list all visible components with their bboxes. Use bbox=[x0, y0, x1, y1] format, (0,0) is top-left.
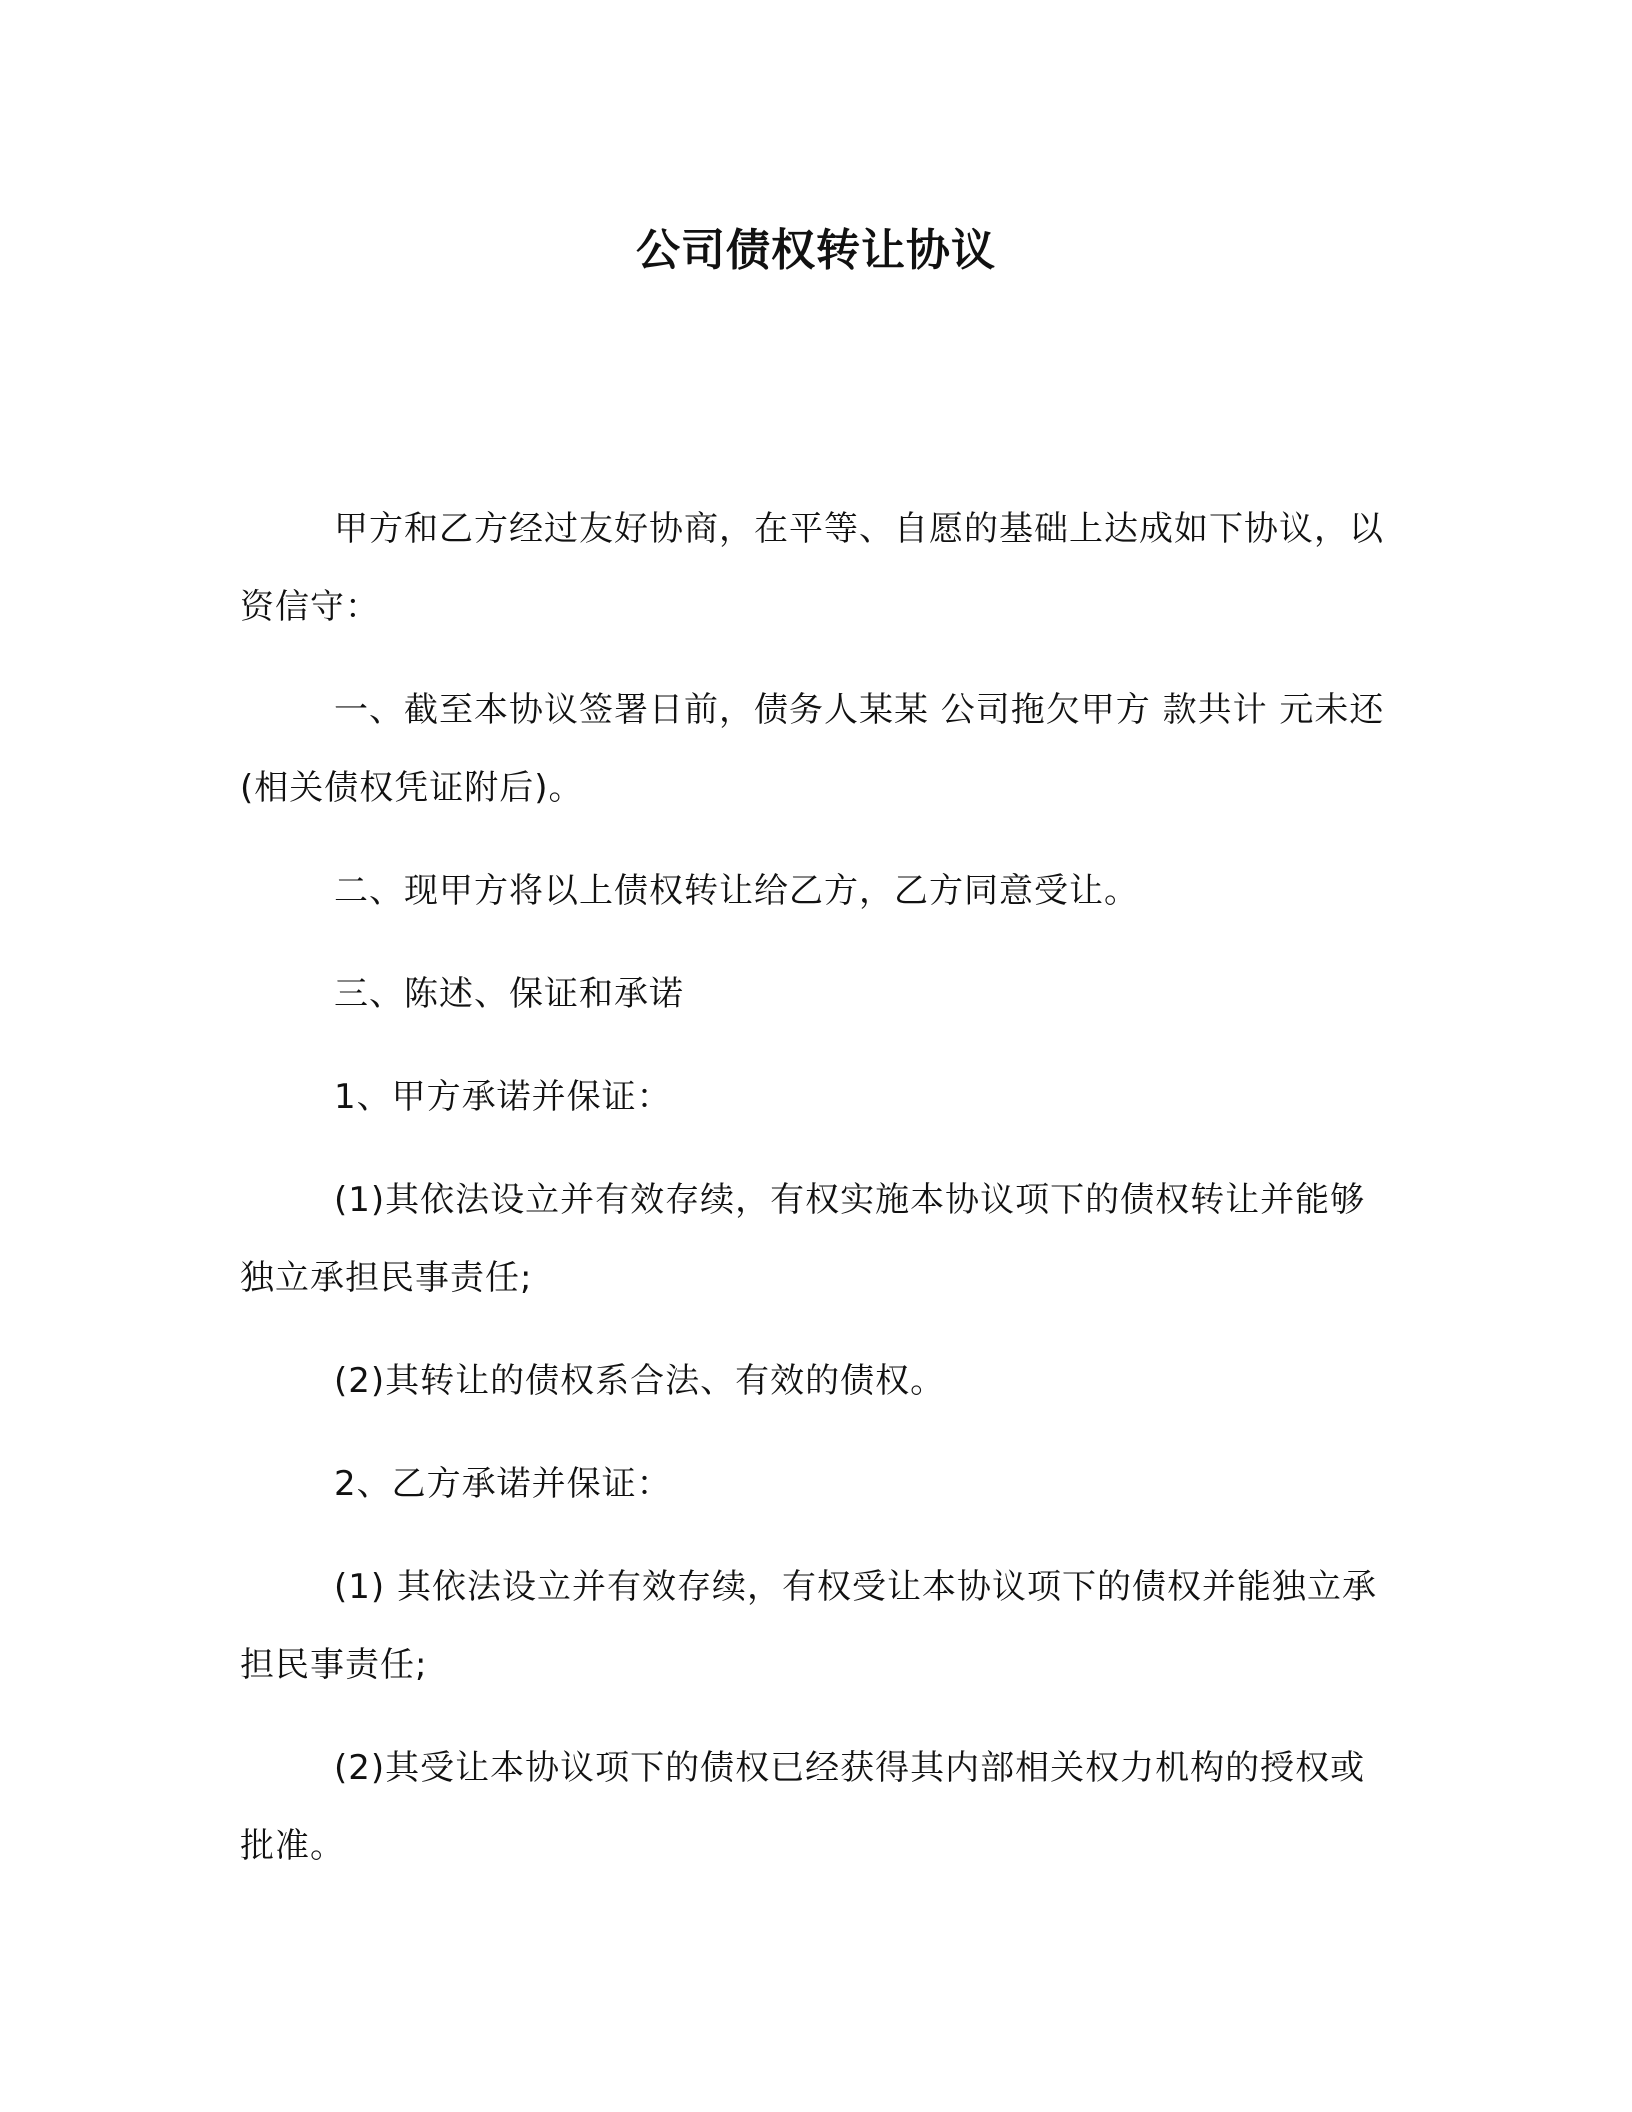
paragraph-party-b-item-2: (2)其受让本协议项下的债权已经获得其内部相关权力机构的授权或批准。 bbox=[240, 1748, 1366, 1866]
paragraph-clause-1: 一、截至本协议签署日前，债务人某某 公司拖欠甲方 款共计 元未还(相关债权凭证附后)。 bbox=[240, 690, 1385, 808]
paragraph-clause-3-heading: 三、陈述、保证和承诺 bbox=[334, 974, 684, 1014]
paragraph-party-b-heading: 2、乙方承诺并保证： bbox=[334, 1464, 672, 1504]
paragraph-intro: 甲方和乙方经过友好协商，在平等、自愿的基础上达成如下协议，以资信守： bbox=[240, 509, 1384, 627]
paragraph-party-b-item-1: (1) 其依法设立并有效存续，有权受让本协议项下的债权并能独立承担民事责任; bbox=[240, 1567, 1377, 1685]
document-title: 公司债权转让协议 bbox=[636, 225, 996, 276]
paragraph-party-a-item-1: (1)其依法设立并有效存续，有权实施本协议项下的债权转让并能够独立承担民事责任; bbox=[240, 1180, 1366, 1298]
paragraph-clause-2: 二、现甲方将以上债权转让给乙方，乙方同意受让。 bbox=[334, 871, 1139, 911]
paragraph-party-a-item-2: (2)其转让的债权系合法、有效的债权。 bbox=[334, 1361, 946, 1401]
document-body bbox=[240, 490, 1392, 1910]
paragraph-party-a-heading: 1、甲方承诺并保证： bbox=[334, 1077, 672, 1117]
